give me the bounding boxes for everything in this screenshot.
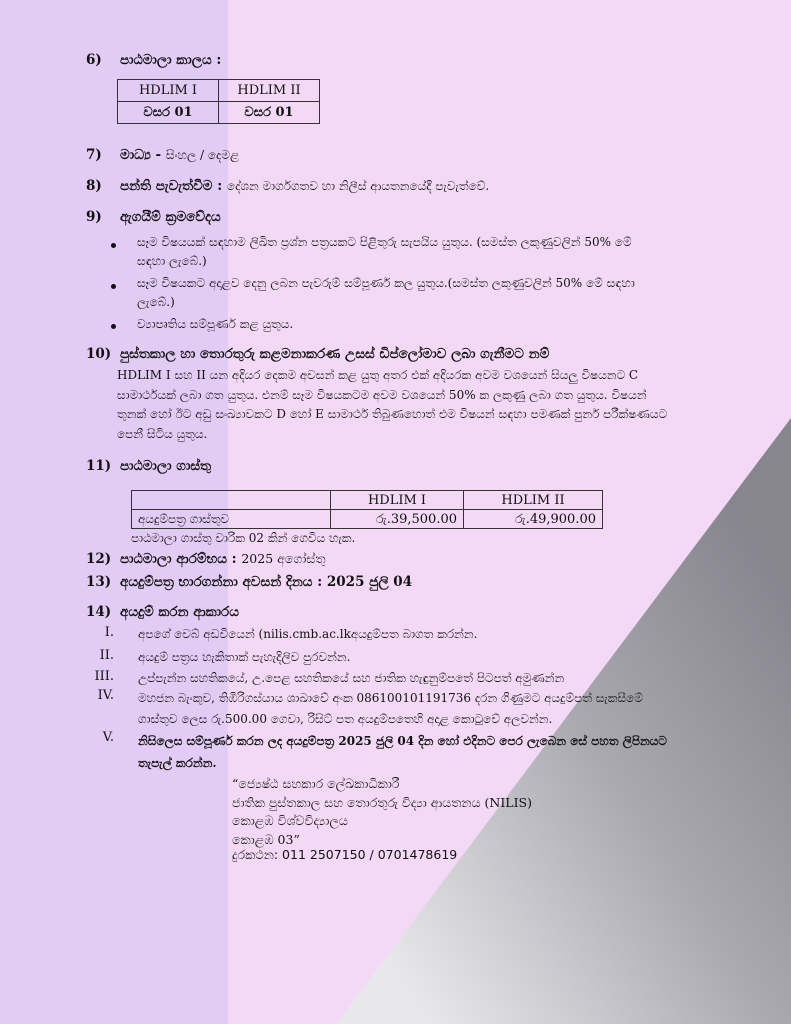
- roman-numeral: V.: [102, 730, 114, 745]
- list-item: අයදුම් පත්‍රය හැකිතාක් පැහැදිලිව පුරවන්න.: [138, 650, 351, 664]
- list-item: සෑම විෂයයක් සඳහාම ලිඛිත ප්‍රශ්න පත්‍රයකට පිළිතුරු සැපයිය යුතුය. (සමස්ත ලකුණුවලින් 50% මේ සඳහා ලැබේ.): [137, 235, 632, 268]
- duration-table: [117, 79, 320, 124]
- section-6-heading: 6) පාඨමාලා කාලය :: [86, 52, 222, 68]
- table-cell: රු.39,500.00: [331, 510, 464, 529]
- section-9-heading: 9) ඇගයීම් ක්‍රමවේදය: [86, 209, 221, 225]
- fees-table: [131, 490, 603, 529]
- table-cell: රු.49,900.00: [464, 510, 603, 529]
- table-header: HDLIM II: [219, 80, 320, 102]
- postal-address: “ජ්‍යෙෂ්ඨ සහකාර ලේඛකාධිකාරී ජාතික පුස්තකාල සහ තොරතුරු විද්‍යා ආයතනය (NILIS) කොළඹ විශ්වවිද්‍යාලය කොළඹ 03”: [232, 776, 532, 847]
- roman-numeral: I.: [104, 625, 114, 640]
- list-item: මහජන බැංකුව, තිඹිරිගස්යාය ශාඛාවේ අංක 086100101191736 දරන ගිණුමට අයදුම්පත් සැකසීමේ ගාස්තුව ලෙස රු.500.00 ගෙවා, රිසිට් පත අයදුම්පතෙහි අදාළ කොටුවේ අලවන්න.: [138, 691, 643, 726]
- section-8-text: දේශන මාර්ගගතව හා නිලීස් ආයතනයේදී පැවැත්වේ.: [226, 179, 490, 193]
- table-header: HDLIM II: [464, 491, 603, 510]
- section-10-heading: 10) පුස්තකාල හා තොරතුරු කළමනාකරණ උසස් ඩිප්ලෝමාව ලබා ගැනීමට නම්: [86, 346, 550, 362]
- phone-number: දුරකථන: 011 2507150 / 0701478619: [232, 847, 458, 862]
- bullet-icon: [111, 324, 116, 329]
- section-7-heading: 7) මාධ්‍ය - සිංහල / දෙමළ: [86, 147, 240, 163]
- list-item: උප්පැන්න සහතිකයේ, උ.පෙළ සහතිකයේ සහ ජාතික හැඳුනුම්පතේ පිටපත් අමුණන්න: [138, 671, 565, 685]
- table-cell: වසර 01: [118, 102, 219, 124]
- roman-numeral: IV.: [97, 688, 114, 703]
- table-cell: වසර 01: [219, 102, 320, 124]
- section-13-heading: 13) අයදුම්පත්‍ර භාරගන්නා අවසන් දිනය : 2025 ජුලි 04: [86, 574, 413, 590]
- roman-numeral: II.: [99, 648, 114, 663]
- section-12-heading: 12) පාඨමාලා ආරම්භය : 2025 අගෝස්තු: [86, 551, 326, 567]
- section-14-heading: 14) අයදුම් කරන ආකාරය: [86, 604, 239, 620]
- bullet-icon: [111, 284, 116, 289]
- section-7-text: සිංහල / දෙමළ: [165, 148, 240, 162]
- fees-note: පාඨමාලා ගාස්තු වාරික 02 කින් ගෙවිය හැක.: [131, 531, 356, 545]
- section-10-body: HDLIM I සහ II යන අදියර දෙකම අවසන් කළ යුතු අතර එක් අදියරක අවම වශයෙන් සියලු විෂයනට C සාමාර්ථයක් ලබා ගත යුතුය. එනම් සෑම විෂයකටම අවම වශයෙන් 50% ක ලකුණු ලබා ගත යුතුය. විෂයන් තුනක් හෝ ඊට අඩු සංඛ්‍යාවකට D හෝ E සාමාර්ථ තිබුණහොත් එම විෂයන් සඳහා පමණක් පුනර් පරීක්ෂණයට පෙනී සිටිය යුතුය.: [117, 368, 668, 441]
- bullet-icon: [111, 243, 116, 248]
- table-cell: අයදුම්පත්‍ර ගාස්තුව: [132, 510, 331, 529]
- section-11-heading: 11) පාඨමාලා ගාස්තු: [86, 458, 212, 474]
- list-item: සෑම විෂයකට අදාළව දෙනු ලබන පැවරුම් සම්පූර්ණ කල යුතුය.(සමස්ත ලකුණුවලින් 50% මේ සඳහා ලැබේ.): [137, 276, 635, 309]
- list-item: අපගේ වෙබ් අඩවියෙන් (nilis.cmb.ac.lkඅයදුම්පත බාගත කරන්න.: [138, 627, 478, 641]
- table-header: HDLIM I: [118, 80, 219, 102]
- list-item: නිසිලෙස සම්පූර්ණ කරන ලද අයදුම්පත්‍ර 2025 ජුලි 04 දින හෝ එදිනට පෙර ලැබෙන සේ පහත ලිපිනයට තැපැල් කරන්න.: [138, 734, 667, 770]
- section-12-text: 2025 අගෝස්තු: [241, 551, 326, 566]
- roman-numeral: III.: [94, 669, 114, 684]
- list-item: ව්‍යාපෘතිය සම්පූර්ණ කළ යුතුය.: [137, 317, 294, 331]
- table-header: [132, 491, 331, 510]
- table-header: HDLIM I: [331, 491, 464, 510]
- section-8-heading: 8) පන්ති පැවැත්වීම : දේශන මාර්ගගතව හා නිලීස් ආයතනයේදී පැවැත්වේ.: [86, 178, 490, 194]
